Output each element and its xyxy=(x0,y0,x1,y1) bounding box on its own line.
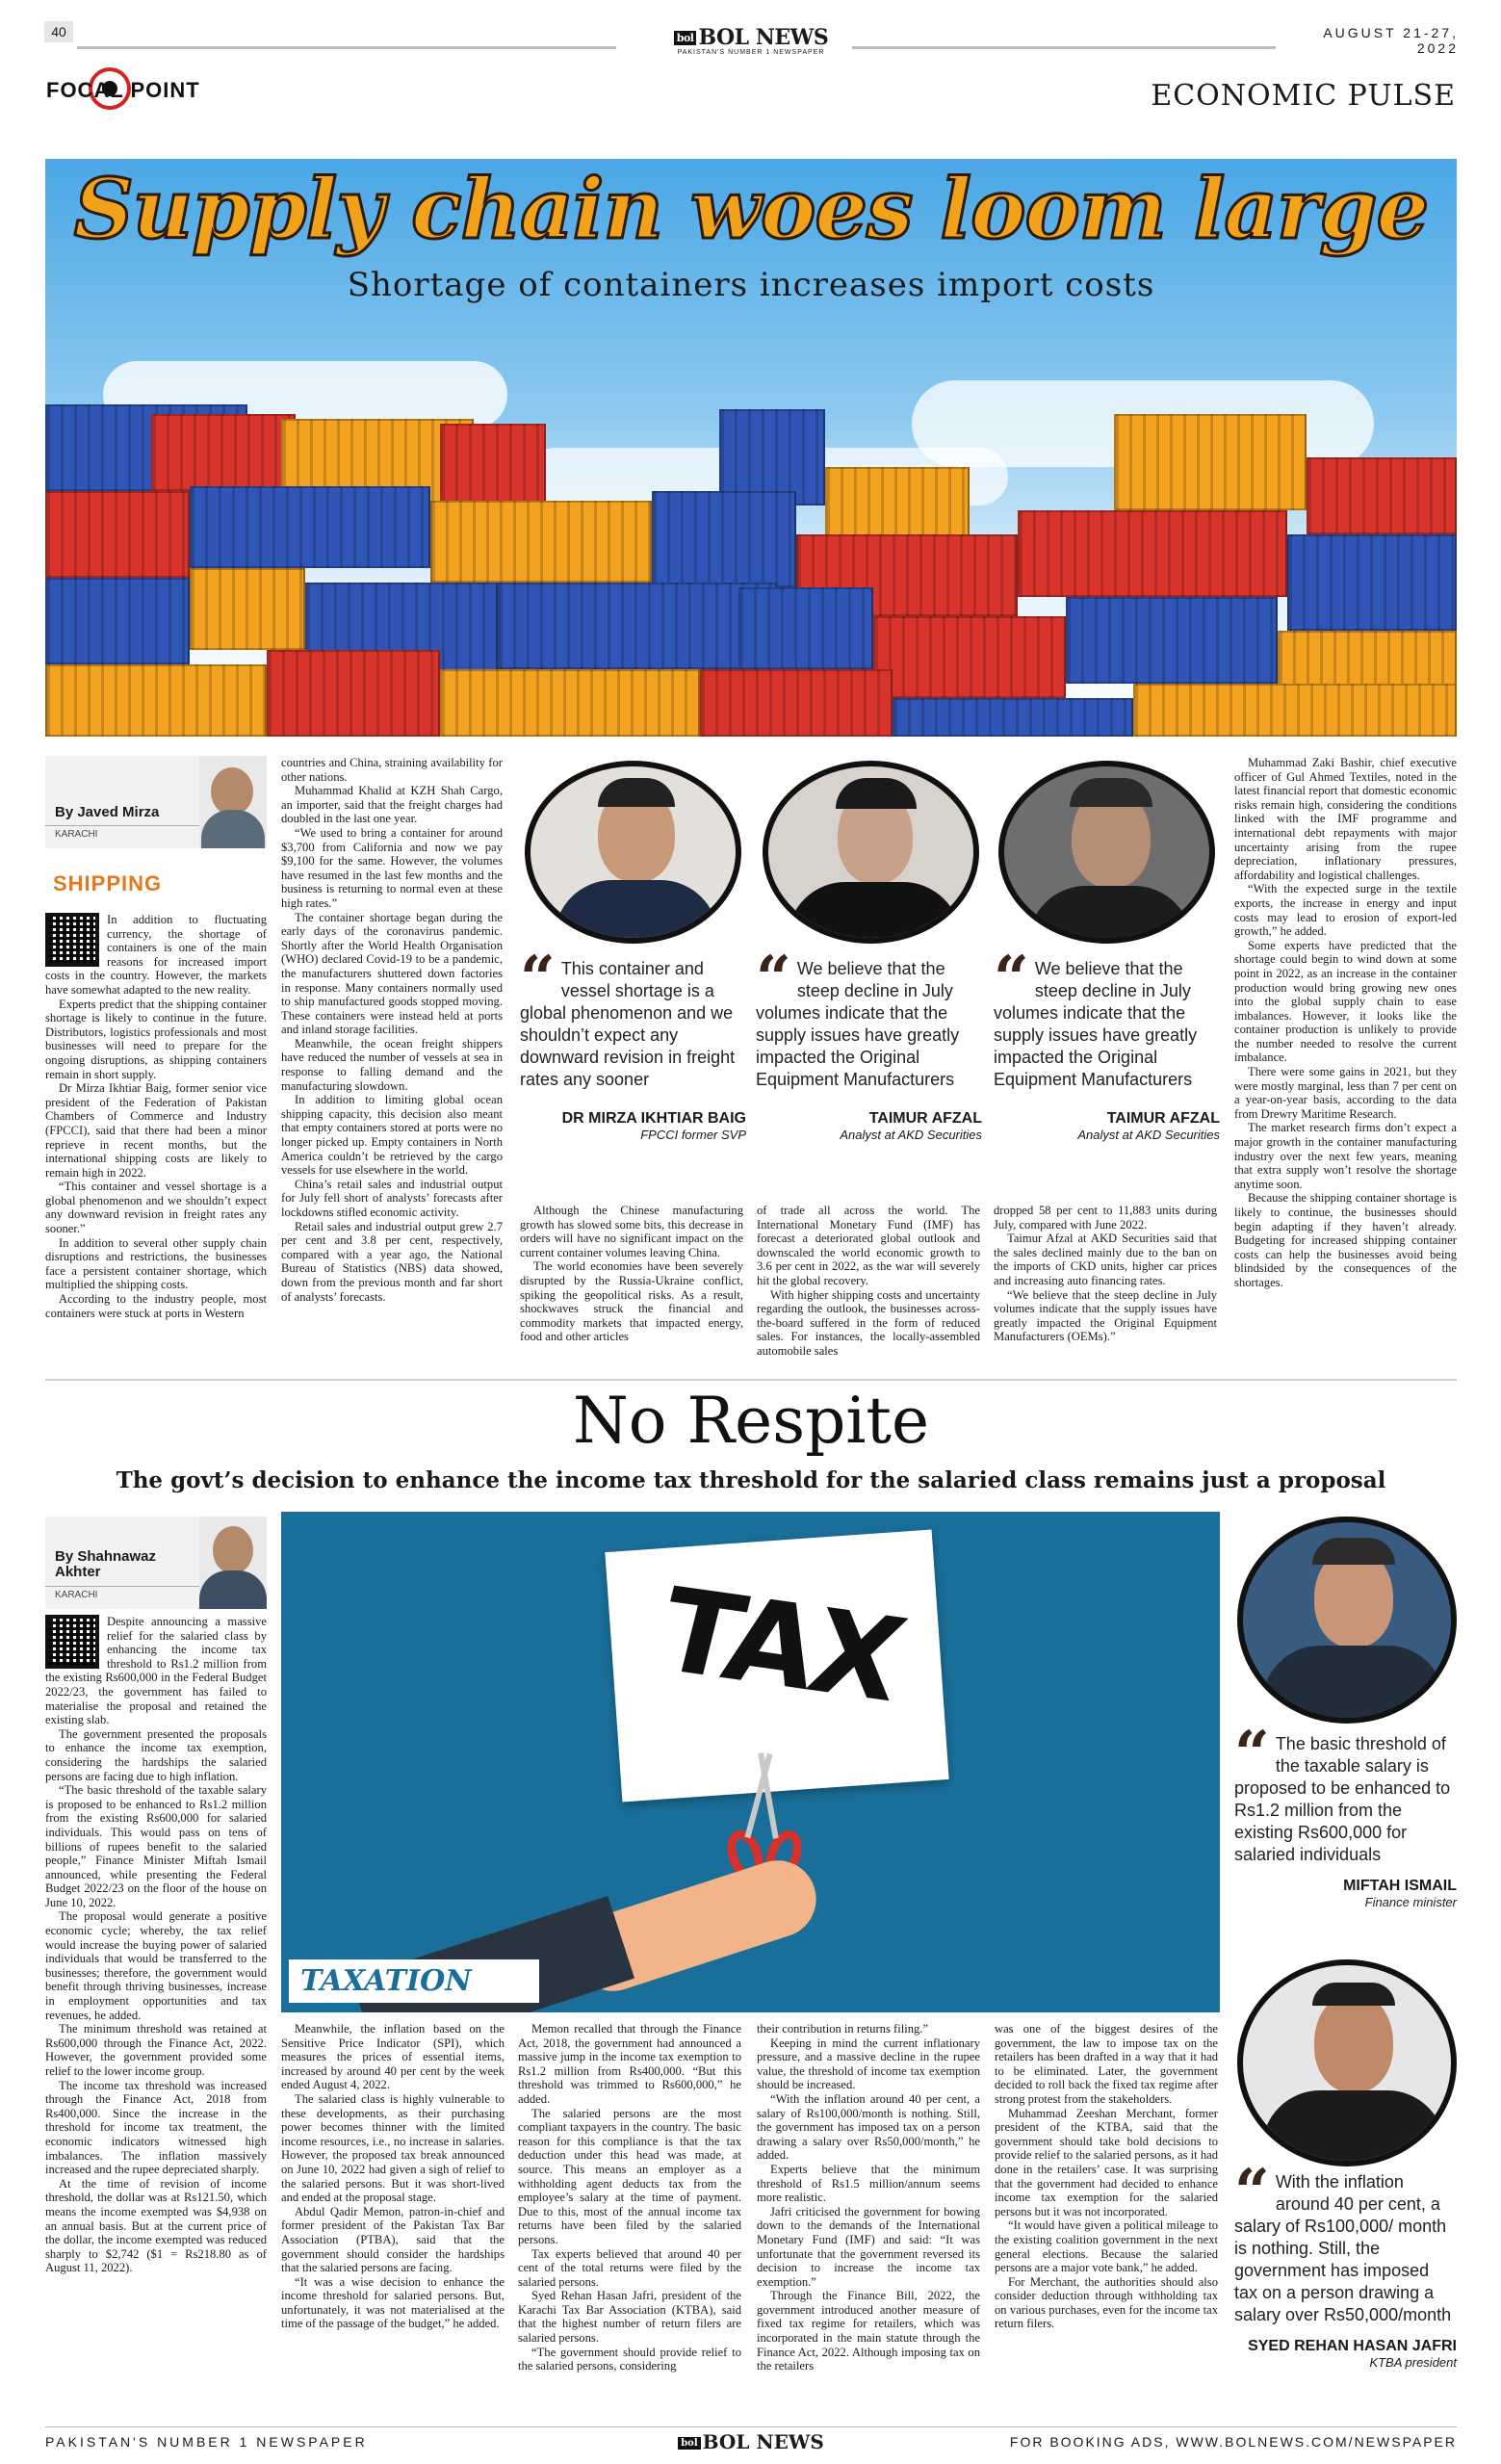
quote-taimur-afzal-2: “ We believe that the steep decline in July volumes indicate that the supply issues have greatly impacted the Original Equipment Manufacturers TAIMUR AFZAL Analyst at AKD Securities xyxy=(994,943,1220,1142)
story1-column-2: countries and China, straining availability for other nations. Muhammad Khalid at KZH Shah Cargo, an importer, said that the freight charges had doubled in the last one year. “We used to bring a container for around $3,700 from California and now we pay $9,100 for the same. However, the volumes have resumed in the last few months and the business is returning to normal even at these high rates.” The container shortage began during the early days of the coronavirus pandemic. Shortly after the World Health Organisation (WHO) declared Covid-19 to be a pandemic, the manufacturers shuttered down factories in response. Many containers normally used to ship manufactured goods stopped moving. These containers were instead held at ports and inland storage facilities. Meanwhile, the ocean freight shippers have reduced the number of vessels at sea in response to falling demand and the manufacturing slowdown. In addition to limiting global ocean shipping capacity, this decision also meant that empty containers stored at ports were no longer picked up. Empty containers in North America couldn’t be retrieved by the cargo vessels for use elsewhere in the world. China’s retail sales and industrial output for July fell short of analysts’ forecasts after lockdowns stifled economic activity. Retail sales and industrial output grew 2.7 per cent and 3.8 per cent, respectively, compared with a year ago, the National Bureau of Statistics (NBS) data showed, down from the previous month and far short of analysts’ forecasts. xyxy=(281,756,503,1304)
story2-column-4: their contribution in returns filing.” Keeping in mind the current inflationary pressure, and a massive decline in the rupee value, the threshold of income tax exemption should be increased. “With the inflation around 40 per cent, a salary of Rs100,000/month is nothing. Still, the government has imposed tax on a person drawing a salary over Rs50,000/month,” he added. Experts believe that the minimum threshold of Rs1.5 million/annum seems more realistic. Jafri criticised the government for bowing down to the demands of the International Monetary Fund (IMF) and said: “It was unfortunate that the government reversed its decision to increase the income tax exemption.” Through the Finance Bill, 2022, the government introduced another measure of fixed tax regime for retailers, which was incorporated in the main statute through the Finance Act, 2022. Although imposing tax on the retailers xyxy=(757,2022,980,2373)
qr-code xyxy=(45,913,99,967)
quote-mirza-baig: “ This container and vessel shortage is a global phenomenon and we shouldn’t expect any downward revision in freight rates any sooner DR MIRZA IKHTIAR BAIG FPCCI former SVP xyxy=(520,943,746,1142)
story2-headline: No Respite xyxy=(572,1384,930,1458)
quote-icon: “ xyxy=(756,943,791,1015)
shipping-tag: SHIPPING xyxy=(53,871,163,895)
story1-subhead: Shortage of containers increases import costs xyxy=(347,266,1155,304)
portrait-taimur-afzal xyxy=(763,761,979,944)
footer-masthead: bol BOL NEWS xyxy=(674,2430,828,2453)
story1-column-1: In addition to fluctuating currency, the shortage of containers is one of the main reasons for increased import costs in the country. However, the markets have somewhat adapted to the new reality. Experts predict that the shipping container shortage is likely to continue in the future. Distributors, logistics professionals and most businesses will need to prepare for the ongoing disruptions, as shipping containers remain in short supply. Dr Mirza Ikhtiar Baig, former senior vice president of the Federation of Pakistan Chambers of Commerce and Industry (FPCCI), said that there had been a minor reprieve in recent months, but the international shipping costs are likely to remain high in 2022. “This container and vessel shortage is a global phenomenon and we shouldn’t expect any downward revision in freight rates any sooner.” In addition to several other supply chain disruptions and restrictions, the businesses face a persistent container shortage, which multiplied the shipping costs. According to the industry people, most containers were stuck at ports in Western xyxy=(45,913,267,1320)
qr-code xyxy=(45,1615,99,1669)
story2-column-1: Despite announcing a massive relief for the salaried class by enhancing the income tax threshold to Rs1.2 million from the existing Rs600,000 in the Federal Budget 2022/23, the government has failed to materialise the proposal and retained the existing slab. The government presented the proposals to enhance the income tax exemption, considering the hardships the salaried persons are facing due to high inflation. “The basic threshold of the taxable salary is proposed to be enhanced to Rs1.2 million from the existing Rs600,000 for salaried individuals. This would pass on tens of billions of rupees benefit to the salaried people,” Finance Minister Miftah Ismail announced, while presenting the Federal Budget 2022/23 on the floor of the house on June 10, 2022. The proposal would generate a positive economic cycle; whereby, the tax relief would increase the buying power of salaried individuals that would be transferred to the businesses; therefore, the government would benefit through thriving businesses, increase in employment opportunities and tax revenues, he added. The minimum threshold was retained at Rs600,000 through the Finance Act, 2022. However, the government provided some relief to the lower income group. The income tax threshold was increased through the Finance Act, 2018 from Rs400,000. Since the increase in the threshold for income tax treatment, the economic indicators witnessed high imbalances. The inflation massively increased and the rupee depreciated sharply. At the time of revision of income threshold, the dollar was at Rs121.50, which means the income exempted was $4,938 on an annual basis. But at the current price of the dollar, the income exempted was reduced sharply to $2,742 ($1 = Rs218.80 as of August 11, 2022). xyxy=(45,1615,267,2275)
avatar xyxy=(199,1517,267,1609)
portrait-mirza-ikhtiar-baig xyxy=(525,761,741,944)
story1-byline-box: By Javed Mirza KARACHI xyxy=(45,756,267,848)
quote-icon: “ xyxy=(1234,1718,1270,1790)
story1-column-3: Although the Chinese manufacturing growth has slowed some bits, this decrease in orders will have no significant impact on the current container volumes leaving China. The world economies have been severely disrupted by the Russia-Ukraine conflict, spiking the geopolitical risks. As a result, shockwaves struck the financial and commodity markets that impacted energy, food and other articles xyxy=(520,1204,743,1344)
page-number: 40 xyxy=(44,21,73,42)
story1-column-5: dropped 58 per cent to 11,883 units during July, compared with June 2022. Taimur Afzal at AKD Securities said that the sales declined mainly due to the ban on the imports of CKD units, higher car prices and increasing auto financing rates. “We believe that the steep decline in July volumes indicate that the supply issues have greatly impacted the Original Equipment Manufacturers (OEMs).” xyxy=(994,1204,1217,1344)
quote-icon: “ xyxy=(994,943,1029,1015)
footer-left: PAKISTAN'S NUMBER 1 NEWSPAPER xyxy=(45,2434,368,2450)
story1-column-4: of trade all across the world. The International Monetary Fund (IMF) has forecast a deteriorated global outlook and downscaled the world economic growth to 3.6 per cent in 2022, as the war will severely hit the global recovery. With higher shipping costs and uncertainty regarding the outlook, the businesses across-the-board suffered in the form of reduced sales. For instances, the locally-assembled automobile sales xyxy=(757,1204,980,1358)
portrait-miftah-ismail xyxy=(1237,1517,1457,1724)
footer-rule xyxy=(45,2426,1457,2427)
avatar xyxy=(199,756,267,848)
quote-icon: “ xyxy=(520,943,556,1015)
story2-column-5: was one of the biggest desires of the government, the law to impose tax on the retailers has been drafted in a way that it had to be eliminated. Later, the government decided to roll back the fixed tax regime after strong protest from the stakeholders. Muhammad Zeeshan Merchant, former president of the KTBA, said that the government should take bold decisions to provide relief to the salaried persons, as it had done in the retailers’ case. It was surprising that the government had decided to enhance income tax exemption for the salaried persons but it was not incorporated. “It would have given a political mileage to the existing coalition government in the next general elections. Because the salaried persons are a major vote bank,” he added. For Merchant, the authorities should also consider deduction through withholding tax on various purchases, even for the income tax return filers. xyxy=(995,2022,1218,2331)
tax-image: TAX xyxy=(281,1512,1220,2012)
story2-column-3: Memon recalled that through the Finance Act, 2018, the government had announced a massive jump in the income tax exemption to Rs1.2 million from Rs400,000. “But this threshold was trimmed to Rs600,000,” he added. The salaried persons are the most compliant taxpayers in the country. The basic reason for this compliance is that the tax deduction under this head was made, at source. This means an employer as a withholding agent deducts tax from the employee’s salary at the time of payment. Due to this, most of the annual income tax returns have been filed by the salaried persons. Tax experts believed that around 40 per cent of the total returns were filed by the salaried persons. Syed Rehan Hasan Jafri, president of the Karachi Tax Bar Association (KTBA), said that the highest number of return filers are salaried persons. “The government should provide relief to the salaried persons, considering xyxy=(518,2022,741,2373)
taxation-tag: TAXATION xyxy=(289,1959,539,2003)
masthead: bol BOL NEWS PAKISTAN'S NUMBER 1 NEWSPAPER xyxy=(664,27,838,56)
story2-byline-box: By Shahnawaz Akhter KARACHI xyxy=(45,1517,267,1609)
focal-point-logo: FOCAL POINT xyxy=(46,65,277,114)
quote-syed-rehan-hasan-jafri: “ With the inflation around 40 per cent, a salary of Rs100,000/ month is nothing. Still, the government has imposed tax on a person drawing a salary over Rs50,000/month SYED REHAN HASAN JAFRI KTBA president xyxy=(1234,2156,1457,2370)
portrait-taimur-afzal-2 xyxy=(998,761,1215,944)
footer-right: FOR BOOKING ADS, WWW.BOLNEWS.COM/NEWSPAPER xyxy=(1009,2434,1457,2450)
story1-column-6: Muhammad Zaki Bashir, chief executive officer of Gul Ahmed Textiles, noted in the latest financial report that domestic economic risks remain high, considering the conditions linked with the IMF programme and international debt repayments with major uncertainty arising from the rupee depreciation, inflationary pressures, affordability and logistical challenges. “With the expected surge in the textile exports, the increase in energy and input costs may lead to erosion of export-led growth,” he added. Some experts have predicted that the shortage could begin to wind down at some point in 2022, as an increase in the container production would bring growing new ones into the global supply chain to ease imbalances. However, it looks like the container production is unlikely to provide the number needed to resolve the current imbalance. There were some gains in 2021, but they were mostly marginal, less than 7 per cent on a year-on-year basis, according to the data from Drewry Maritime Research. The market research firms don’t expect a major growth in the container manufacturing industry over the next few years, meaning that extra supply won’t resolve the shortage anytime soon. Because the shipping container shortage is likely to continue, the businesses should begin adapting if they haven’t already. Budgeting for increased shipping container costs can help the businesses avoid being blindsided by the consequences of the shortages. xyxy=(1234,756,1457,1289)
portrait-syed-rehan-hasan-jafri xyxy=(1237,1959,1457,2166)
story1-headline: Supply chain woes loom large xyxy=(73,161,1429,258)
story2-subhead: The govt’s decision to enhance the income tax threshold for the salaried class remains just a proposal xyxy=(116,1467,1386,1493)
quote-miftah-ismail: “ The basic threshold of the taxable salary is proposed to be enhanced to Rs1.2 million from the existing Rs600,000 for salaried individuals MIFTAH ISMAIL Finance minister xyxy=(1234,1718,1457,1909)
header-rule-right xyxy=(852,46,1276,49)
story-divider xyxy=(45,1379,1457,1381)
issue-date: AUGUST 21-27, 2022 xyxy=(1323,25,1459,56)
story2-column-2: Meanwhile, the inflation based on the Sensitive Price Indicator (SPI), which measures the prices of essential items, increased by around 40 per cent by the week ended August 4, 2022. The salaried class is highly vulnerable to these developments, as their purchasing power becomes thinner with the limited income resources, i.e., no increase in salaries. However, the proposed tax break announced on June 10, 2022 had given a sigh of relief to the salaried persons. But it was short-lived and ended at the proposal stage. Abdul Qadir Memon, patron-in-chief and former president of the Pakistan Tax Bar Association (PTBA), said that the government should consider the hardships that the salaried persons are facing. “It was a wise decision to enhance the income threshold for salaried persons. But, unfortunately, it was not materialised at the time of the passage of the budget,” he added. xyxy=(281,2022,505,2331)
quote-icon: “ xyxy=(1234,2156,1270,2228)
quote-taimur-afzal: “ We believe that the steep decline in July volumes indicate that the supply issues have greatly impacted the Original Equipment Manufacturers TAIMUR AFZAL Analyst at AKD Securities xyxy=(756,943,982,1142)
header-rule-left xyxy=(77,46,616,49)
section-economic-pulse: ECONOMIC PULSE xyxy=(1151,79,1456,113)
